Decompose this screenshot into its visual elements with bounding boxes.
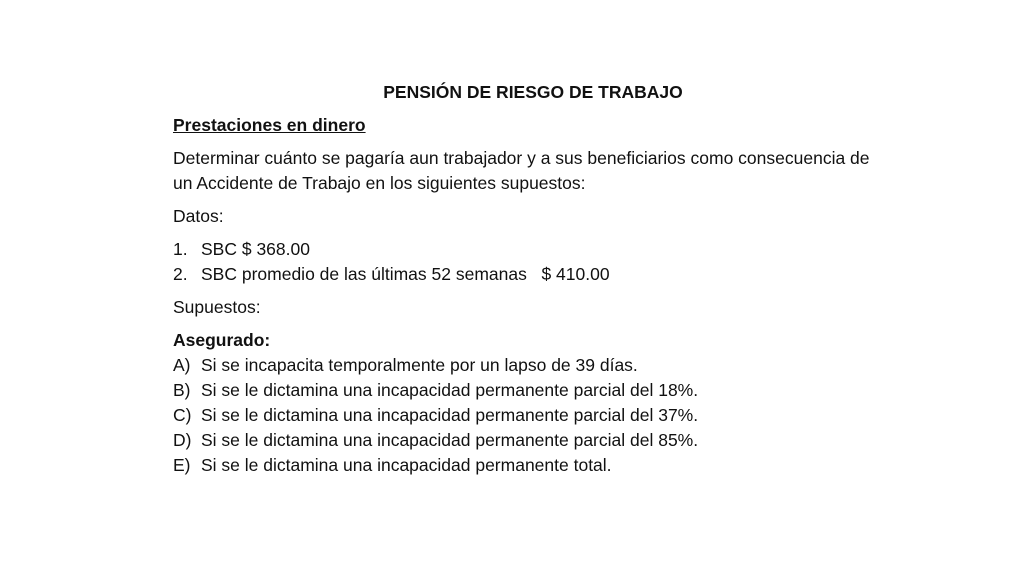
list-marker: A) xyxy=(173,355,191,375)
list-item-text: SBC promedio de las últimas 52 semanas $ 410.00 xyxy=(201,264,610,284)
list-marker: E) xyxy=(173,455,191,475)
asegurado-label: Asegurado: xyxy=(173,330,271,350)
list-item-text: Si se le dictamina una incapacidad permanente parcial del 37%. xyxy=(201,405,699,425)
list-marker: 1. xyxy=(173,239,188,259)
page-title: PENSIÓN DE RIESGO DE TRABAJO xyxy=(383,82,683,102)
datos-label: Datos: xyxy=(173,206,224,226)
intro-paragraph: Determinar cuánto se pagaría aun trabajador y a sus beneficiarios como consecuencia de un Accidente de Trabajo en los siguientes supuestos: xyxy=(173,148,870,193)
list-item-text: Si se le dictamina una incapacidad permanente parcial del 18%. xyxy=(201,380,699,400)
list-item xyxy=(173,237,893,262)
list-item-text: Si se le dictamina una incapacidad permanente total. xyxy=(201,455,612,475)
list-item-text: Si se incapacita temporalmente por un lapso de 39 días. xyxy=(201,355,638,375)
supuestos-list xyxy=(173,353,893,478)
list-item xyxy=(173,262,893,287)
list-marker: C) xyxy=(173,405,192,425)
list-item xyxy=(173,453,893,478)
list-item xyxy=(173,378,893,403)
list-marker: D) xyxy=(173,430,192,450)
list-item-text: SBC $ 368.00 xyxy=(201,239,310,259)
list-item xyxy=(173,403,893,428)
list-item xyxy=(173,428,893,453)
list-item xyxy=(173,353,893,378)
list-item-text: Si se le dictamina una incapacidad permanente parcial del 85%. xyxy=(201,430,699,450)
slide-content xyxy=(173,80,893,486)
datos-list xyxy=(173,237,893,287)
list-marker: 2. xyxy=(173,264,188,284)
list-marker: B) xyxy=(173,380,191,400)
section-subheading: Prestaciones en dinero xyxy=(173,115,366,135)
supuestos-label: Supuestos: xyxy=(173,297,261,317)
